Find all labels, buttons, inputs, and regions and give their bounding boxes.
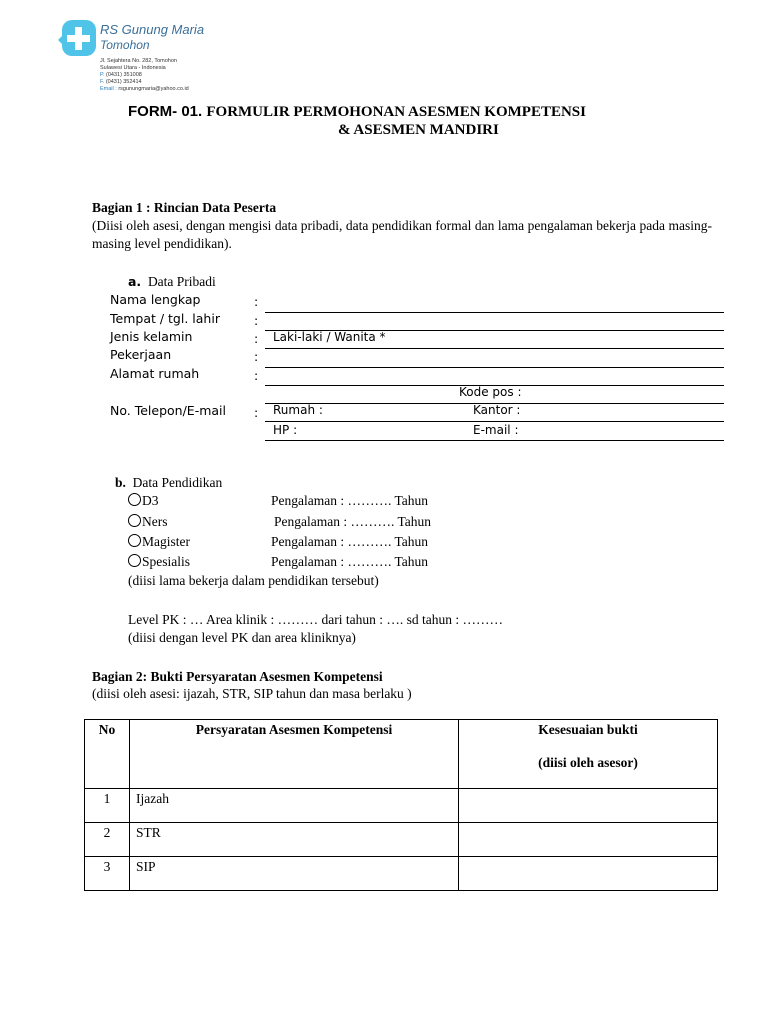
- evidence-cell[interactable]: [459, 789, 718, 823]
- hospital-name: RS Gunung Maria: [100, 22, 205, 37]
- fax-line: F. (0431) 352414: [100, 79, 142, 85]
- experience-ners: Pengalaman : ………. Tahun: [274, 514, 432, 529]
- radio-icon[interactable]: [128, 514, 141, 527]
- section-2-heading: Bagian 2: Bukti Persyaratan Asesmen Kompetensi: [92, 669, 383, 684]
- full-name-line[interactable]: [265, 312, 724, 313]
- evidence-cell[interactable]: [459, 857, 718, 891]
- address-line-2: Sulawesi Utara - Indonesia: [100, 65, 166, 71]
- part-b-heading: b. Data Pendidikan: [115, 475, 223, 490]
- email-line: Email : rsgunungmaria@yahoo.co.id: [100, 86, 189, 92]
- label-birth: Tempat / tgl. lahir: [110, 311, 220, 326]
- label-gender: Jenis kelamin: [110, 329, 193, 344]
- label-job: Pekerjaan: [110, 347, 172, 362]
- label-address: Alamat rumah: [110, 366, 200, 381]
- table-row: [85, 857, 718, 891]
- education-option-ners[interactable]: Ners: [128, 514, 168, 530]
- requirement-cell: Ijazah: [130, 789, 459, 823]
- requirement-cell: STR: [130, 823, 459, 857]
- column-header-evidence: Kesesuaian bukti (diisi oleh asesor): [459, 720, 718, 789]
- row-number: 3: [85, 857, 130, 891]
- level-pk-note: (diisi dengan level PK dan area kliniknya): [128, 630, 356, 645]
- hospital-cross-icon: [58, 18, 98, 58]
- requirements-table: [84, 719, 718, 891]
- email-label: E-mail :: [473, 423, 519, 437]
- colon: :: [254, 368, 259, 383]
- row-number: 2: [85, 823, 130, 857]
- form-title-line-1: FORM- 01. FORMULIR PERMOHONAN ASESMEN KOMPETENSI: [128, 103, 586, 120]
- radio-icon[interactable]: [128, 534, 141, 547]
- table-row: [85, 823, 718, 857]
- education-option-magister[interactable]: Magister: [128, 534, 190, 550]
- phone-line[interactable]: [265, 421, 724, 422]
- hospital-city: Tomohon: [100, 38, 150, 52]
- radio-icon[interactable]: [128, 493, 141, 506]
- section-1-heading: Bagian 1 : Rincian Data Peserta: [92, 200, 277, 215]
- education-option-d3[interactable]: D3: [128, 493, 159, 509]
- row-number: 1: [85, 789, 130, 823]
- address-line-1: Jl. Sejahtera No. 282, Tomohon: [100, 58, 177, 64]
- education-note: (diisi lama bekerja dalam pendidikan tersebut): [128, 573, 379, 588]
- column-header-no: No: [85, 720, 130, 789]
- experience-magister: Pengalaman : ………. Tahun: [271, 534, 429, 549]
- phone-line: P. (0431) 351008: [100, 72, 142, 78]
- mobile-email-line[interactable]: [265, 440, 724, 441]
- gender-line[interactable]: [265, 348, 724, 349]
- radio-icon[interactable]: [128, 554, 141, 567]
- gender-value: Laki-laki / Wanita *: [273, 330, 386, 344]
- education-option-spesialis[interactable]: Spesialis: [128, 554, 190, 570]
- experience-d3: Pengalaman : ………. Tahun: [271, 493, 429, 508]
- part-a-heading: a. Data Pribadi: [128, 274, 216, 289]
- table-header-row: [85, 720, 718, 789]
- section-1-instruction: (Diisi oleh asesi, dengan mengisi data pribadi, data pendidikan formal dan lama pengalaman bekerja pada masing-masing level pendidikan).: [92, 218, 712, 251]
- requirement-cell: SIP: [130, 857, 459, 891]
- colon: :: [254, 405, 259, 420]
- office-phone-label: Kantor :: [473, 403, 521, 417]
- label-full-name: Nama lengkap: [110, 292, 201, 307]
- experience-spesialis: Pengalaman : ………. Tahun: [271, 554, 429, 569]
- colon: :: [254, 331, 259, 346]
- label-phone: No. Telepon/E-mail: [110, 403, 226, 418]
- level-pk-line: Level PK : … Area klinik : ……… dari tahun : …. sd tahun : ………: [128, 612, 503, 627]
- section-2-instruction: (diisi oleh asesi: ijazah, STR, SIP tahun dan masa berlaku ): [92, 686, 412, 701]
- mobile-label: HP :: [273, 423, 298, 437]
- colon: :: [254, 294, 259, 309]
- colon: :: [254, 313, 259, 328]
- table-row: [85, 789, 718, 823]
- postal-code-label: Kode pos :: [459, 385, 522, 399]
- job-line[interactable]: [265, 367, 724, 368]
- evidence-cell[interactable]: [459, 823, 718, 857]
- column-header-requirement: Persyaratan Asesmen Kompetensi: [130, 720, 459, 789]
- home-phone-label: Rumah :: [273, 403, 323, 417]
- colon: :: [254, 349, 259, 364]
- form-title-line-2: & ASESMEN MANDIRI: [338, 122, 499, 138]
